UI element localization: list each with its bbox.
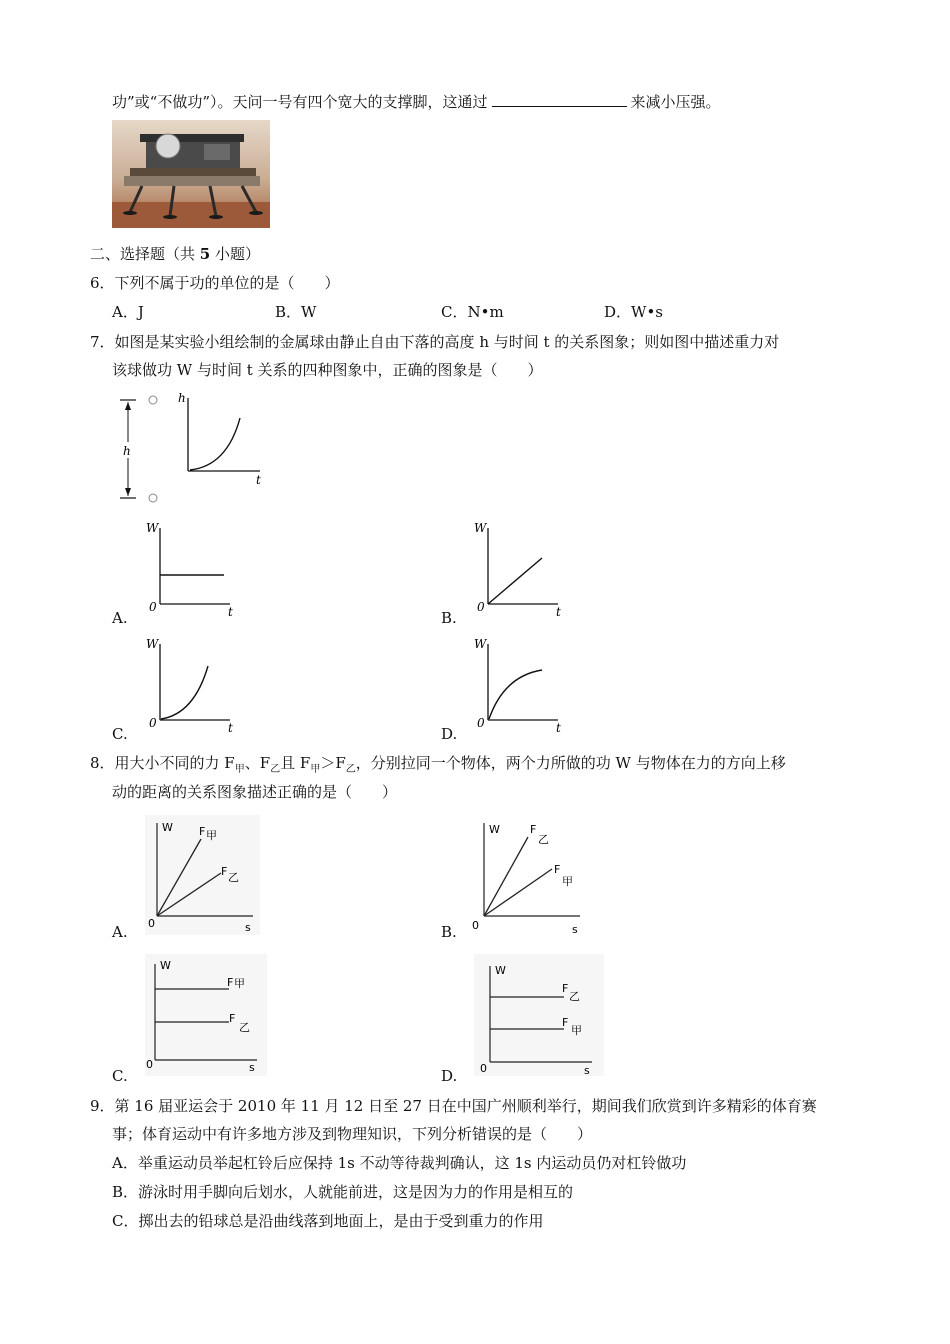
- q8-stem-1: [90, 753, 786, 780]
- q7-ref-axis-t: t: [256, 473, 261, 487]
- q7a-t: t: [228, 605, 233, 619]
- q6-stem: 6．下列不属于功的单位的是（ ）: [90, 274, 340, 292]
- q5-tail-line: [112, 92, 721, 112]
- q8-s1d: ＞F: [320, 754, 346, 772]
- section-title-b: 小题）: [210, 245, 260, 263]
- q8b-f2: F: [554, 863, 561, 876]
- q9-stem-2: 事；体育运动中有许多地方涉及到物理知识，下列分析错误的是（ ）: [112, 1125, 593, 1143]
- q7-reference-figure: [112, 392, 272, 507]
- q7d-zero: 0: [477, 716, 485, 730]
- q8a-f1: F: [199, 825, 206, 838]
- q8b-f1-sub: 乙: [538, 833, 549, 846]
- q8b-s: s: [572, 923, 578, 936]
- q7-option-a[interactable]: A.: [112, 609, 128, 627]
- q7-stem-1: 7．如图是某实验小组绘制的金属球由静止自由下落的高度 h 与时间 t 的关系图象；则如图中描述重力对: [90, 333, 780, 351]
- q7a-zero: 0: [149, 600, 157, 614]
- q8-s1b: 、F: [244, 754, 271, 772]
- q8c-f2-sub: 乙: [239, 1021, 250, 1034]
- q8d-zero: 0: [480, 1062, 487, 1075]
- q7-option-d[interactable]: D.: [441, 725, 458, 743]
- q7d-w: W: [474, 637, 487, 651]
- q6-option-b[interactable]: B．W: [275, 303, 317, 321]
- q8-s1c: 且 F: [280, 754, 311, 772]
- q9-stem-1: 9．第 16 届亚运会于 2010 年 11 月 12 日至 27 日在中国广州顺利举行，期间我们欣赏到许多精彩的体育赛: [90, 1097, 817, 1115]
- q6-option-d[interactable]: D．W•s: [604, 303, 663, 321]
- q9-option-c[interactable]: C．掷出去的铅球总是沿曲线落到地面上，是由于受到重力的作用: [112, 1212, 544, 1230]
- q8d-w: W: [495, 964, 506, 977]
- q7b-t: t: [556, 605, 561, 619]
- q8-sub-yi-1: 乙: [270, 764, 281, 775]
- q8-option-b[interactable]: B.: [441, 923, 457, 941]
- q8b-f2-sub: 甲: [562, 875, 573, 888]
- q8c-f1-sub: 甲: [234, 977, 245, 990]
- q8c-f2: F: [229, 1012, 236, 1025]
- q7-graph-c[interactable]: [142, 634, 242, 734]
- q7-graph-b[interactable]: [470, 518, 570, 618]
- q8-option-c[interactable]: C.: [112, 1067, 128, 1085]
- q6-option-c[interactable]: C．N•m: [441, 303, 504, 321]
- q7-ref-axis-h: h: [178, 391, 186, 405]
- q8a-w: W: [162, 821, 173, 834]
- q5-text-b: 来减小压强。: [630, 93, 721, 111]
- q8d-f2: F: [562, 1016, 569, 1029]
- q7c-zero: 0: [149, 716, 157, 730]
- q8b-zero: 0: [472, 919, 479, 932]
- section-count: 5: [199, 245, 211, 263]
- q8-option-a[interactable]: A.: [112, 923, 128, 941]
- q9-option-b[interactable]: B．游泳时用手脚向后划水，人就能前进，这是因为力的作用是相互的: [112, 1183, 574, 1201]
- q7d-t: t: [556, 721, 561, 735]
- q7-graph-d[interactable]: [470, 634, 570, 734]
- q8-s1a: 8．用大小不同的力 F: [90, 754, 235, 772]
- q5-answer-blank[interactable]: [492, 92, 627, 107]
- q8-sub-yi-2: 乙: [345, 764, 356, 775]
- q8a-f2: F: [221, 865, 228, 878]
- q8d-f1-sub: 乙: [569, 990, 580, 1003]
- q9-option-a[interactable]: A．举重运动员举起杠铃后应保持 1s 不动等待裁判确认，这 1s 内运动员仍对杠铃做功: [112, 1154, 687, 1172]
- q7-stem-2: 该球做功 W 与时间 t 关系的四种图象中，正确的图象是（ ）: [112, 361, 543, 379]
- q8-graph-b[interactable]: [472, 815, 587, 935]
- q7-option-c[interactable]: C.: [112, 725, 128, 743]
- q7c-w: W: [146, 637, 159, 651]
- q6-option-a[interactable]: A．J: [112, 303, 144, 321]
- q7c-t: t: [228, 721, 233, 735]
- q7-graph-a[interactable]: [142, 518, 242, 618]
- q8c-zero: 0: [146, 1058, 153, 1071]
- section-title-a: 二、选择题（共: [90, 245, 200, 263]
- q8-stem-2: 动的距离的关系图象描述正确的是（ ）: [112, 783, 398, 801]
- q8-graph-d[interactable]: [474, 954, 604, 1076]
- q8-graph-a[interactable]: [145, 815, 260, 935]
- q8d-s: s: [584, 1064, 590, 1077]
- q7b-zero: 0: [477, 600, 485, 614]
- mars-lander-photo: [112, 120, 270, 228]
- q7a-w: W: [146, 521, 159, 535]
- q8-sub-jia-1: 甲: [234, 764, 245, 775]
- q8-option-d[interactable]: D.: [441, 1067, 458, 1085]
- q8a-f2-sub: 乙: [228, 871, 239, 884]
- q8a-zero: 0: [148, 917, 155, 930]
- section-title: [90, 244, 260, 264]
- q8a-s: s: [245, 921, 251, 934]
- q8b-w: W: [489, 823, 500, 836]
- q8-s1e: ，分别拉同一个物体，两个力所做的功 W 与物体在力的方向上移: [355, 754, 786, 772]
- q8c-w: W: [160, 959, 171, 972]
- q5-text-a: 功”或“不做功”）。天问一号有四个宽大的支撑脚，这通过: [112, 93, 488, 111]
- q7-ref-h-label: h: [123, 444, 131, 458]
- q7b-w: W: [474, 521, 487, 535]
- q8-graph-c[interactable]: [145, 954, 267, 1076]
- q8b-f1: F: [530, 823, 537, 836]
- q8c-s: s: [249, 1061, 255, 1074]
- q8-sub-jia-2: 甲: [310, 764, 321, 775]
- q8d-f2-sub: 甲: [571, 1024, 582, 1037]
- q7-option-b[interactable]: B.: [441, 609, 457, 627]
- q8a-f1-sub: 甲: [206, 829, 217, 842]
- q8c-f1: F: [227, 976, 234, 989]
- q8d-f1: F: [562, 982, 569, 995]
